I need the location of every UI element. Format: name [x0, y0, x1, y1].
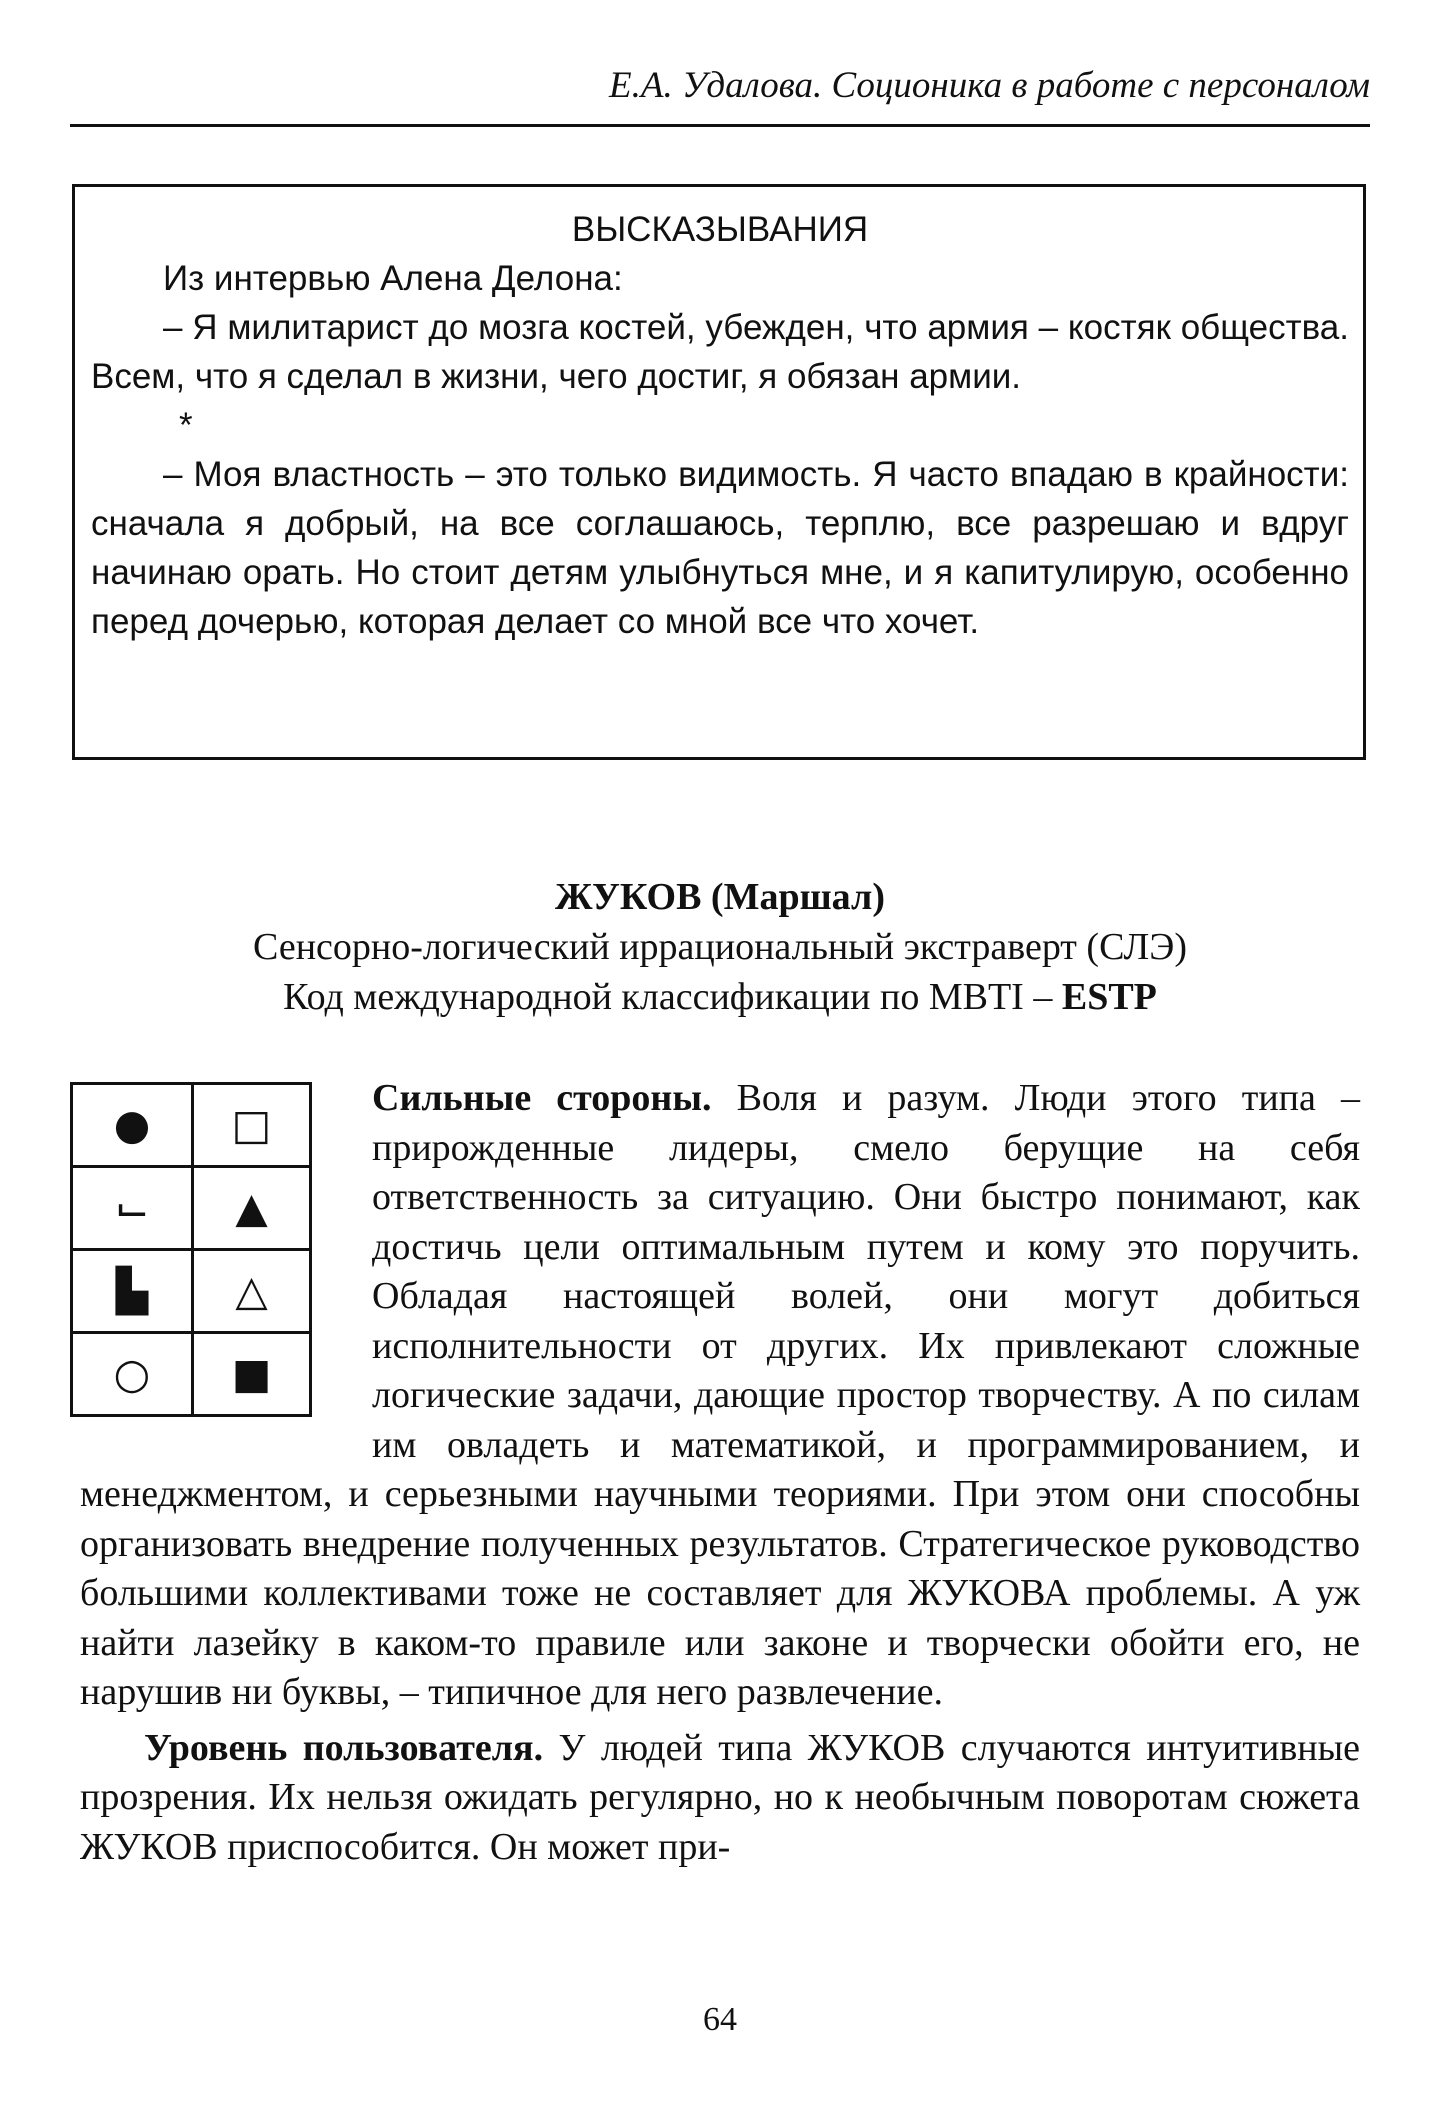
quote-1: – Я милитарист до мозга костей, убежден, что армия – костяк общества. Всем, что я сделал в жизни, чего достиг, я обязан армии.: [91, 308, 1349, 396]
page-number: 64: [703, 2001, 737, 2038]
paragraph-user-level: [80, 1724, 1360, 1873]
quote-separator: *: [179, 406, 193, 445]
filled-circle-icon: ●: [72, 1084, 193, 1167]
header-divider: [70, 124, 1370, 127]
type-name: ЖУКОВ (Маршал): [555, 876, 885, 918]
filled-step-icon: ▙: [72, 1250, 193, 1333]
paragraph-body: Воля и разум. Люди этого типа – прирожденные лидеры, смело берущие на себя ответственность за ситуацию. Они быстро понимают, как достичь цели оптимальным путем и кому это поручить. Обладая настоящей волей, они могут добиться исполнительности от других. Их привлекают сложные логические задачи, дающие простор творчеству. А по силам им овладеть и математикой, и программированием, и менеджментом, и серьезными научными теориями. При этом они способны организовать внедрение полученных результатов. Стратегическое руководство большими коллективами тоже не составляет для ЖУКОВА проблемы. А уж найти лазейку в каком-то правиле или законе и творчески обойти его, не нарушив ни буквы, – типичное для него развлечение.: [80, 1077, 1360, 1713]
mbti-code: ESTP: [1061, 976, 1157, 1018]
filled-square-icon: ■: [193, 1333, 311, 1416]
quote-2: – Моя властность – это только видимость. Я часто впадаю в крайности: сначала я добрый, на все соглашаюсь, терплю, все разрешаю и вдруг начинаю орать. Но стоит детям улыбнуться мне, и я капитулирую, особенно перед дочерью, которая делает со мной все что хочет.: [91, 455, 1349, 641]
paragraph-lead: Сильные стороны.: [372, 1077, 712, 1119]
empty-triangle-icon: △: [193, 1250, 311, 1333]
mbti-line: [70, 972, 1370, 1022]
body-text: [80, 1074, 1360, 1872]
empty-circle-icon: ○: [72, 1333, 193, 1416]
paragraph-body: У людей типа ЖУКОВ случаются интуитивные прозрения. Их нельзя ожидать регулярно, но к необычным поворотам сюжета ЖУКОВ приспособится. Он может при-: [80, 1726, 1360, 1868]
empty-square-icon: □: [193, 1084, 311, 1167]
empty-step-icon: ⌙: [72, 1167, 193, 1250]
running-header: Е.А. Удалова. Соционика в работе с персоналом: [609, 65, 1370, 106]
filled-triangle-icon: ▲: [193, 1167, 311, 1250]
quotes-title: ВЫСКАЗЫВАНИЯ: [571, 210, 869, 249]
section-heading: [70, 872, 1370, 1022]
mbti-prefix: Код международной классификации по MBTI –: [283, 976, 1062, 1018]
type-description: Сенсорно-логический иррациональный экстраверт (СЛЭ): [253, 926, 1187, 968]
paragraph-lead: Уровень пользователя.: [144, 1726, 544, 1769]
table-spacer: [80, 1074, 372, 1444]
quotes-box: [72, 184, 1366, 760]
quotes-intro: Из интервью Алена Делона:: [163, 259, 623, 298]
